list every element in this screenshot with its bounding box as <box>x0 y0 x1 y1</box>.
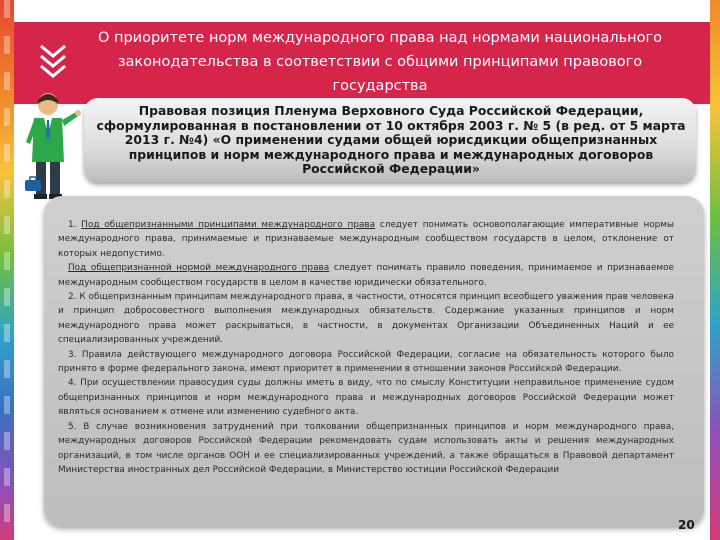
paragraph-2: 2. К общепризнанным принципам международного права, в частности, относятся принцип всеобщего уважения прав человека и принцип добросовестного выполнения международных обязательств. Содержание указанных принципов и норм международного права может раскрываться, в частности, в документах Организации Объединенных Наций и ее специализированных учреждений. <box>58 292 674 346</box>
left-decorative-strip <box>0 0 14 540</box>
right-decorative-strip <box>710 0 720 540</box>
chevron-down-icon <box>38 40 68 80</box>
page-number: 20 <box>678 518 695 532</box>
paragraph-1: 1. Под общепризнанными принципами международного права следует понимать основополагающие императивные нормы международного права, принимаемые и признаваемые международным сообществом государств в целом, отклонение от которых недопустимо. <box>58 220 675 259</box>
paragraph-3: 3. Правила действующего международного договора Российской Федерации, согласие на обязательность которого было принято в форме федерального закона, имеют приоритет в применении в отношении законов Российской Федерации. <box>58 349 674 375</box>
paragraph-4: 4. При осуществлении правосудия суды должны иметь в виду, что по смыслу Конституции неправильное применение судом общепризнанных принципов и норм международного права и международных договоров Российской Федерации может являться основанием к отмене или изменению судебного акта. <box>58 378 674 418</box>
paragraph-1b: Под общепризнанной нормой международного права следует понимать правило поведения, принимаемое и признаваемое международным сообществом государств в целом в качестве юридически обязательного. <box>58 263 674 288</box>
page-title: О приоритете норм международного права над нормами национального законодательства в соответствии с общими принципами правового государства <box>97 30 663 94</box>
briefcase-icon <box>24 176 42 192</box>
paragraph-5: 5. В случае возникновения затруднений при толковании общепризнанных принципов и норм международного права, международных договоров Российской Федерации рекомендовать судам использовать акты и решения международных организаций, в том числе органов ООН и ее специализированных учреждений, а также обращаться в Правовой департамент Министерства иностранных дел Российской Федерации, в Министерство юстиции Российской Федерации <box>58 421 674 475</box>
resolution-text <box>58 218 674 477</box>
legal-position-text: Правовая позиция Пленума Верховного Суда Российской Федерации, сформулированная в постановлении от 10 октября 2003 г. № 5 (в ред. от 5 марта 2013 г. №4) «О применении судами общей юрисдикции общепризнанных принципов и норм международного права и международных договоров Российской Федерации» <box>96 103 686 177</box>
